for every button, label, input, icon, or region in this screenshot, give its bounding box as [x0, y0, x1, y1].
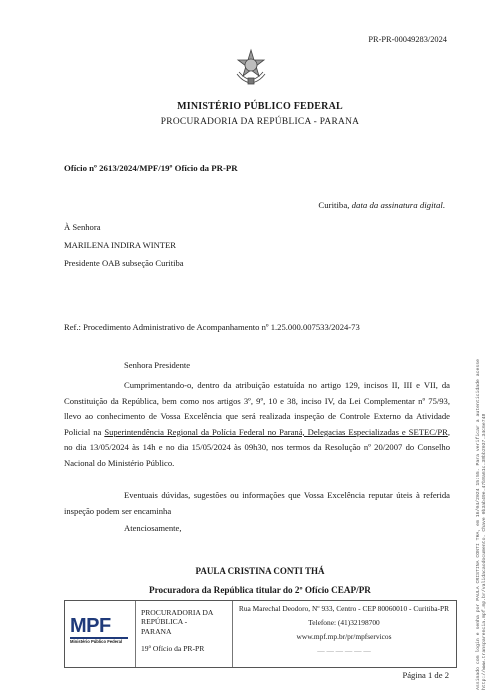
mpf-logo-text: MPF	[70, 615, 111, 637]
page-number: Página 1 de 2	[402, 670, 449, 680]
paragraph-1-text-end: , no dia 13/05/2024 às 14h e no dia 15/05/2024 às 09h30, nos termos da Resolução nº 20/2007 do Conselho Nacional do Ministério Público.	[64, 426, 450, 468]
signer-title: Procuradora da República titular do 2º Ofício CEAP/PR	[149, 585, 371, 595]
digital-signature-note	[476, 130, 489, 690]
footer-org-line: PARANA	[141, 626, 172, 636]
closing: Atenciosamente,	[124, 523, 182, 533]
footer-address: Rua Marechal Deodoro, Nº 933, Centro - CEP 80060010 - Curitiba-PR	[238, 604, 450, 613]
signature-note-line: Assinado com login e senha por PAULA CRISTINA CONTI THA, em 16/04/2024 15:55. Para verificar a autenticidade acesse	[476, 358, 481, 690]
letter-reference-number: Ofício nº 2613/2024/MPF/19º Ofício da PR-PR	[64, 163, 238, 173]
organization-title: MINISTÉRIO PÚBLICO FEDERAL	[177, 101, 343, 112]
footer-divider	[232, 601, 233, 667]
recipient-role: Presidente OAB subseção Curitiba	[64, 258, 184, 268]
inspection-location: Superintendência Regional da Polícia Federal no Paraná, Delegacias Especializadas e SETEC/PR	[104, 426, 448, 437]
footer-phone: Telefone: (41)32198700	[308, 618, 380, 627]
coat-of-arms-icon	[233, 48, 269, 86]
footer-divider	[135, 601, 136, 667]
place-date	[318, 200, 445, 210]
department-title: PROCURADORIA DA REPÚBLICA - PARANA	[160, 117, 360, 127]
place: Curitiba,	[318, 200, 352, 210]
place-end: .	[442, 200, 445, 210]
body-paragraph-1	[64, 378, 450, 472]
salutation: Senhora Presidente	[124, 360, 191, 370]
footer-contact	[235, 604, 453, 655]
signer-name: PAULA CRISTINA CONTI THÁ	[195, 566, 325, 576]
recipient-name: MARILENA INDIRA WINTER	[64, 240, 177, 250]
date-text: data da assinatura digital	[351, 200, 443, 210]
footer-org-line: REPÚBLICA -	[141, 617, 188, 627]
letterhead-footer	[64, 600, 457, 668]
mpf-logo	[70, 616, 132, 644]
signature-note-line: http://www.transparencia.mpf.mp.br/validacaodocumento. Chave 0b3ab49e.47b8a61c.38bb2037.34c6e748	[482, 413, 488, 690]
body-paragraph-2: Eventuais dúvidas, sugestões ou informações que Vossa Excelência reputar úteis à referida inspeção podem ser encaminha	[64, 490, 450, 516]
document-id: PR-PR-00049283/2024	[368, 35, 447, 44]
recipient-prefix: À Senhora	[64, 222, 101, 232]
mpf-logo-subtext: Ministério Público Federal	[70, 639, 123, 644]
footer-cut-line: — — — — — —	[317, 646, 371, 655]
footer-org-line: PROCURADORIA DA	[141, 608, 214, 617]
footer-organization	[141, 608, 229, 654]
paragraph-1-text: Cumprimentando-o, dentro da atribuição estatuída no artigo 129, incisos II, III e VII, da Constituição da República, bem como nos artigos 3º, 9º, 10 e 38, inciso IV, da Lei Complementar nº 75/93, llevo ao conhecimento de Vossa Excelência que será realizada inspeção de Controle Externo da Atividade Policial na	[64, 380, 450, 437]
footer-website: www.mpf.mp.br/pr/mpfservicos	[296, 632, 392, 641]
footer-office: 19º Ofício da PR-PR	[141, 644, 205, 654]
subject-line: Ref.: Procedimento Administrativo de Acompanhamento nº 1.25.000.007533/2024-73	[64, 322, 360, 332]
